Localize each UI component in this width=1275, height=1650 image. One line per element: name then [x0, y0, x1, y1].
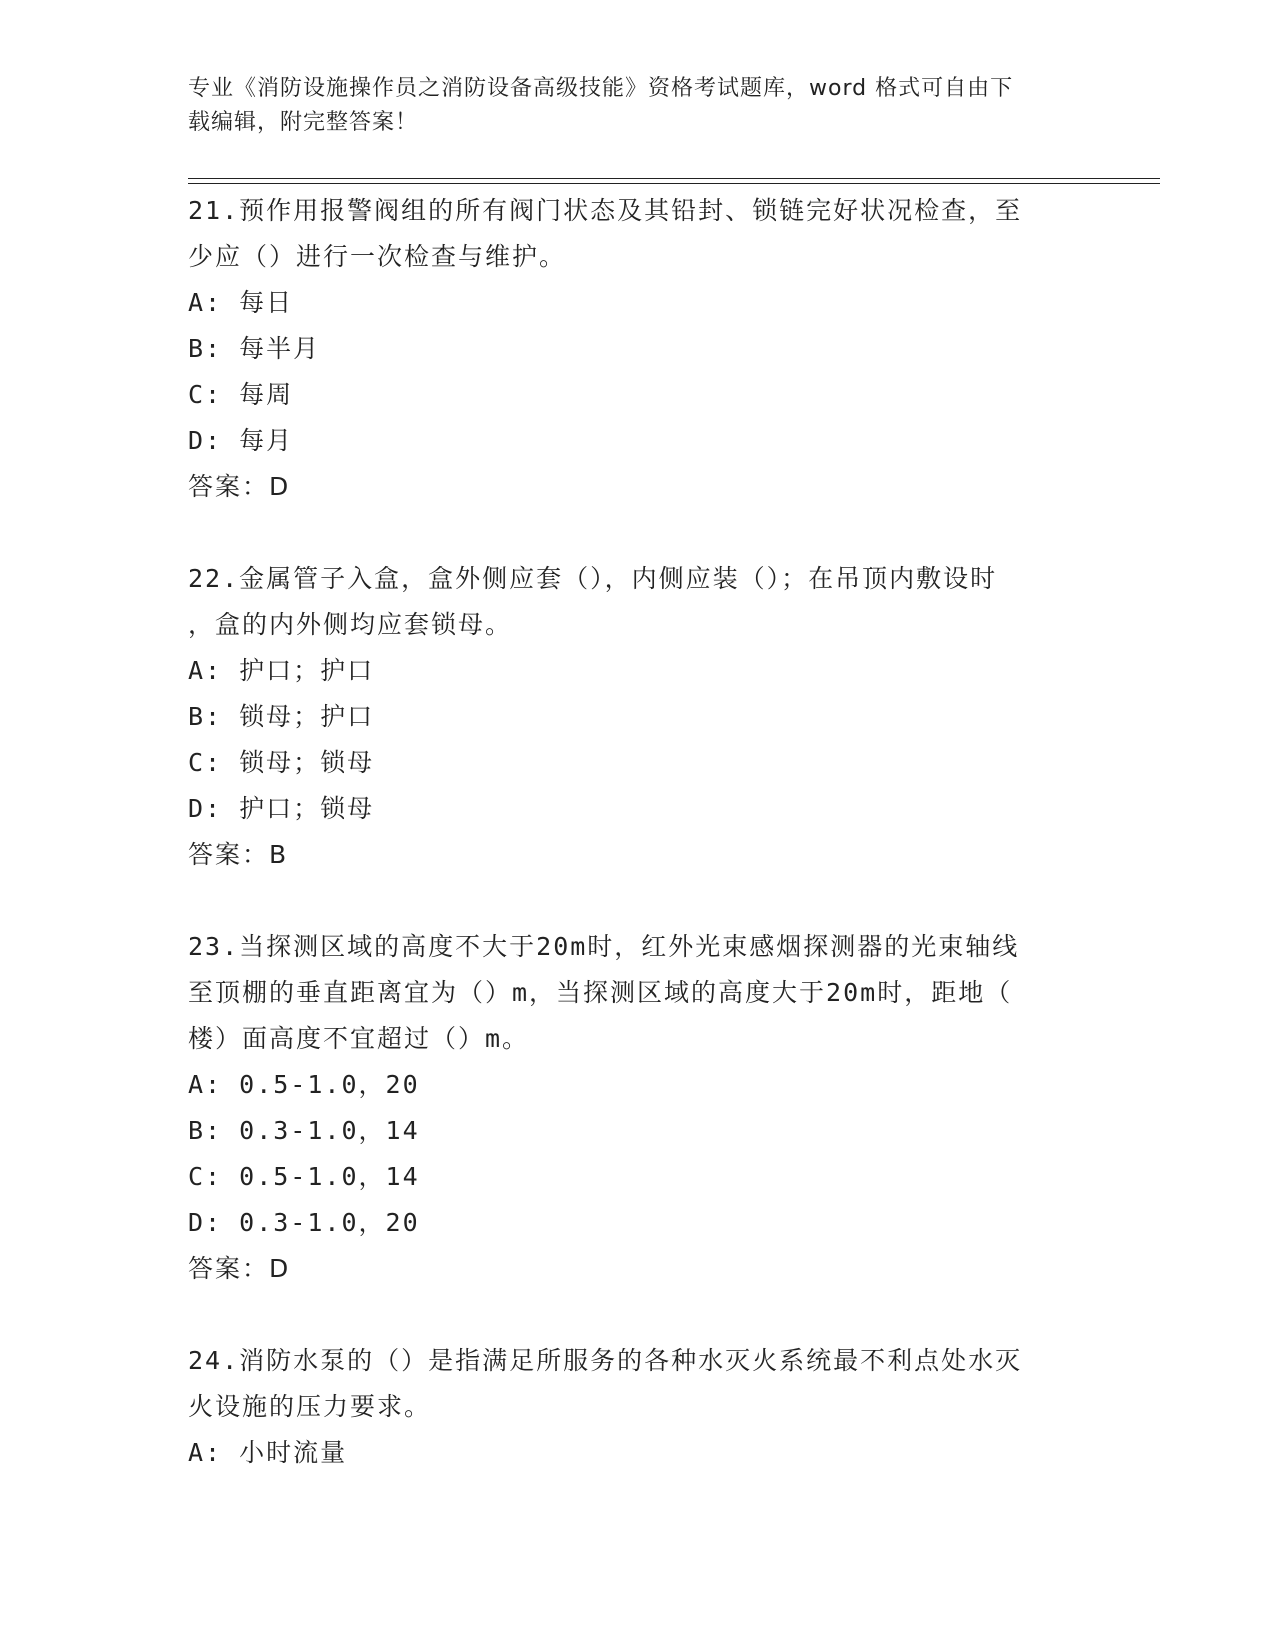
option-d: D: 0.3-1.0，20 — [188, 1208, 420, 1237]
option-c: C: 每周 — [188, 380, 294, 409]
question-text-line: 至顶棚的垂直距离宜为（）m，当探测区域的高度大于20m时，距地（ — [188, 978, 1013, 1007]
document-header — [188, 72, 1068, 140]
header-divider-bottom — [188, 183, 1160, 184]
question-text-line: 楼）面高度不宜超过（）m。 — [188, 1024, 530, 1053]
option-c: C: 0.5-1.0，14 — [188, 1162, 420, 1191]
header-line-2: 载编辑，附完整答案！ — [188, 110, 419, 135]
option-d: D: 每月 — [188, 426, 294, 455]
question-list — [188, 188, 1088, 1522]
header-line-1: 专业《消防设施操作员之消防设备高级技能》资格考试题库，word 格式可自由下 — [188, 76, 1014, 101]
question-text-line: 火设施的压力要求。 — [188, 1392, 432, 1421]
answer: 答案：B — [188, 840, 289, 869]
option-c: C: 锁母；锁母 — [188, 748, 375, 777]
question-text-line: ，盒的内外侧均应套锁母。 — [188, 610, 513, 639]
option-a: A: 0.5-1.0，20 — [188, 1070, 420, 1099]
question-text-line: 21.预作用报警阀组的所有阀门状态及其铅封、锁链完好状况检查，至 — [188, 196, 1023, 225]
header-divider-top — [188, 178, 1160, 179]
option-a: A: 小时流量 — [188, 1438, 348, 1467]
question-21 — [188, 188, 1088, 510]
question-24 — [188, 1338, 1088, 1476]
option-d: D: 护口；锁母 — [188, 794, 375, 823]
question-22 — [188, 556, 1088, 878]
option-b: B: 锁母；护口 — [188, 702, 375, 731]
question-23 — [188, 924, 1088, 1292]
answer: 答案：D — [188, 1254, 291, 1283]
question-text-line: 23.当探测区域的高度不大于20m时，红外光束感烟探测器的光束轴线 — [188, 932, 1020, 961]
question-text-line: 24.消防水泵的（）是指满足所服务的各种水灭火系统最不利点处水灭 — [188, 1346, 1023, 1375]
answer: 答案：D — [188, 472, 291, 501]
question-text-line: 22.金属管子入盒，盒外侧应套（），内侧应装（）；在吊顶内敷设时 — [188, 564, 998, 593]
option-a: A: 每日 — [188, 288, 294, 317]
question-text-line: 少应（）进行一次检查与维护。 — [188, 242, 567, 271]
option-b: B: 每半月 — [188, 334, 321, 363]
option-b: B: 0.3-1.0，14 — [188, 1116, 420, 1145]
option-a: A: 护口；护口 — [188, 656, 375, 685]
